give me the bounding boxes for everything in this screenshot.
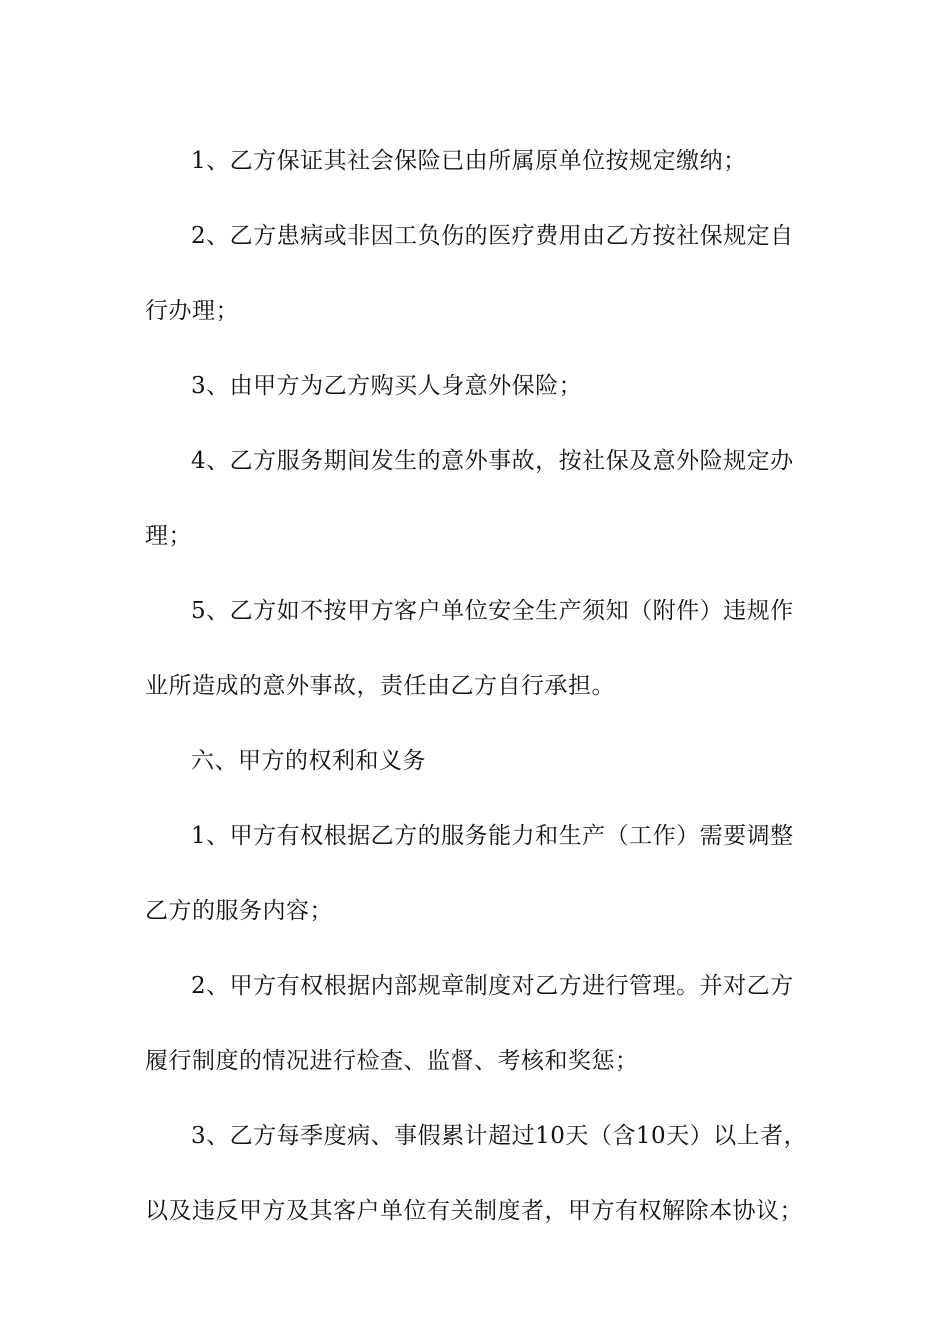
paragraph-item-2: 2、乙方患病或非因工负伤的医疗费用由乙方按社保规定自行办理； — [145, 223, 794, 324]
paragraph-item-1: 1、乙方保证其社会保险已由所属原单位按规定缴纳； — [191, 148, 747, 174]
section-heading: 六、甲方的权利和义务 — [191, 748, 426, 774]
paragraph-item-5: 5、乙方如不按甲方客户单位安全生产须知（附件）违规作业所造成的意外事故，责任由乙方自行承担。 — [145, 598, 794, 699]
paragraph-item-6: 1、甲方有权根据乙方的服务能力和生产（工作）需要调整乙方的服务内容； — [145, 823, 794, 924]
paragraph-item-8: 3、乙方每季度病、事假累计超过10天（含10天）以上者，以及违反甲方及其客户单位有关制度者，甲方有权解除本协议； — [145, 1123, 808, 1224]
paragraph-item-7: 2、甲方有权根据内部规章制度对乙方进行管理。并对乙方履行制度的情况进行检查、监督、考核和奖惩； — [145, 973, 794, 1074]
document-body — [145, 124, 810, 1249]
paragraph-item-4: 4、乙方服务期间发生的意外事故，按社保及意外险规定办理； — [145, 448, 794, 549]
paragraph-item-3: 3、由甲方为乙方购买人身意外保险； — [191, 373, 583, 399]
